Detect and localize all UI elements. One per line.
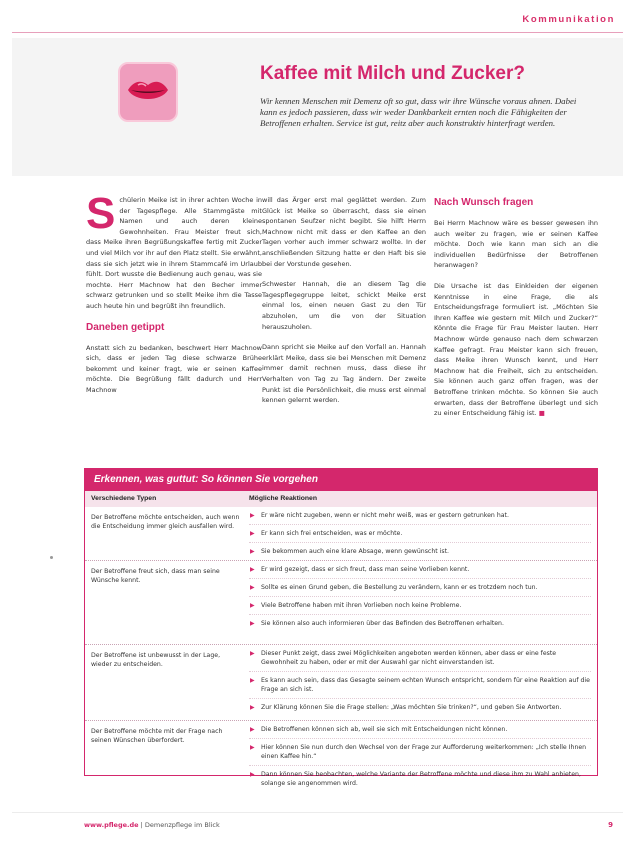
- reaction-item: ▶ Dann können Sie beobachten, welche Variante der Betroffene möchte und diese ihm zu Wahl anbieten, solange sie angenommen wird.: [249, 766, 591, 792]
- lips-icon: [118, 62, 178, 122]
- headline: Kaffee mit Milch und Zucker?: [260, 63, 525, 84]
- reactions-cell: [249, 561, 591, 632]
- table-row: [85, 721, 597, 787]
- table-row: [85, 645, 597, 721]
- article-column-2: [262, 195, 426, 416]
- type-cell: Der Betroffene freut sich, dass man seine Wünsche kennt.: [91, 568, 220, 584]
- type-cell: Der Betroffene möchte entscheiden, auch wenn die Entscheidung immer gleich ausfallen wird.: [91, 514, 240, 530]
- reaction-item: ▶ Sie können also auch informieren über das Befinden des Betroffenen erhalten.: [249, 615, 591, 632]
- column-header-reactions: Mögliche Reaktionen: [249, 495, 317, 502]
- reaction-item: ▶ Sie bekommen auch eine klare Absage, wenn gewünscht ist.: [249, 543, 591, 560]
- reaction-item: ▶ Er wäre nicht zugeben, wenn er nicht mehr weiß, was er gestern getrunken hat.: [249, 507, 591, 525]
- type-cell: Der Betroffene ist unbewusst in der Lage, wieder zu entscheiden.: [91, 652, 221, 668]
- reactions-cell: [249, 721, 591, 792]
- intro-text: Wir kennen Menschen mit Demenz oft so gut, dass wir ihre Wünsche voraus ahnen. Dabei kann es jedoch passieren, dass wir weder Dankbarkeit ernten noch die Fähigkeiten der Betroffenen erhalten. Service ist gut, reitz aber auch konstruktiv hinterfragt werden.: [260, 96, 577, 129]
- footer-divider: [12, 812, 623, 813]
- info-box-header: [85, 491, 597, 507]
- section-tag: Kommunikation: [522, 14, 615, 25]
- table-row: [85, 507, 597, 561]
- footer-text: | Demenzpflege im Blick: [140, 821, 220, 829]
- reaction-item: ▶ Er wird gezeigt, dass er sich freut, dass man seine Vorlieben kennt.: [249, 561, 591, 579]
- reaction-item: ▶ Dieser Punkt zeigt, dass zwei Möglichkeiten angeboten werden können, aber dass er eine feste Gewohnheit zu haben, oder er mit der Auswahl gar nicht einverstanden ist.: [249, 645, 591, 672]
- footer-url[interactable]: www.pflege.de: [84, 821, 139, 829]
- reaction-item: ▶ Viele Betroffene haben mit ihren Vorlieben noch keine Probleme.: [249, 597, 591, 615]
- reactions-cell: [249, 507, 591, 560]
- info-box-title: Erkennen, was guttut: So können Sie vorgehen: [85, 469, 597, 491]
- article-column-3: [434, 195, 598, 429]
- paragraph: Dann spricht sie Meike auf den Vorfall an. Hannah erklärt Meike, dass sie bei Menschen mit Demenz immer damit rechnen muss, dass diese ihr Verhalten von Tag zu Tag ändern. Der zweite Punkt ist die Persönlichkeit, die muss erst einmal kennen gelernt werden.: [262, 343, 426, 405]
- reaction-item: ▶ Sollte es einen Grund geben, die Bestellung zu verändern, kann er es trotzdem noch tun.: [249, 579, 591, 597]
- info-box: [84, 468, 598, 787]
- article-column-1: [86, 189, 262, 406]
- drop-cap: S: [86, 189, 116, 238]
- footer: [84, 821, 220, 829]
- paragraph: Schwester Hannah, die an diesem Tag die Tagespflegegruppe leitet, schickt Meike erst einmal los, einen neuen Gast zu den Tür abzuholen, um die von der Situation herauszuholen.: [262, 280, 426, 331]
- reactions-cell: [249, 645, 591, 716]
- paragraph: chülerin Meike ist in ihrer achten Woche in der Tagespflege. Alle Stammgäste mit Namen und auch deren kleine Gewohnheiten. Frau Meister freut sich, dass Meike ihren Begrüßungskaffee fertig mit Zucker und viel Milch vor ihr auf den Platz stellt. Sie erwähnt, dass sie sich jetzt wie in ihrem Stammcafé im Urlaub fühlt. Dort wusste die Bedienung auch genau, was sie mochte. Herr Machnow hat den Becher immer schwarz getrunken und so stellt Meike ihm die Tasse auch heute hin und begrüßt ihn freundlich.: [86, 196, 262, 310]
- paragraph: will das Ärger erst mal geglättet werden. Zum Glück ist Meike so überrascht, dass sie einen spontanen Seufzer nicht begibt. Sie hilft Herrn Machnow nicht mit dass er den Kaffee an den Tagen vorher auch immer schwarz wollte. In der anschließenden Sitzung hatte er den Haft bis sie bei der Vorstunde gesehen.: [262, 196, 426, 268]
- reaction-item: ▶ Es kann auch sein, dass das Gesagte seinem echten Wunsch entspricht, sondern für eine Reaktion auf die Frage an sich ist.: [249, 672, 591, 699]
- bullet-dot: [50, 556, 53, 559]
- top-divider: [12, 32, 623, 33]
- type-cell: Der Betroffene möchte mit der Frage nach seinen Wünschen überfordert.: [91, 728, 223, 744]
- paragraph: Bei Herrn Machnow wäre es besser gewesen ihn auch weiter zu fragen, wie er seinen Kaffee möchte. Doch wie kann man sich an die individuellen Bedürfnisse der Betroffenen heranwagen?: [434, 219, 598, 270]
- reaction-item: ▶ Zur Klärung können Sie die Frage stellen: „Was möchten Sie trinken?“, und geben Sie Antworten.: [249, 699, 591, 716]
- page-number: 9: [608, 821, 613, 829]
- end-mark: ■: [538, 409, 545, 418]
- reaction-item: ▶ Er kann sich frei entscheiden, was er möchte.: [249, 525, 591, 543]
- table-row: [85, 561, 597, 645]
- column-header-types: Verschiedene Typen: [91, 495, 157, 502]
- subhead: Nach Wunsch fragen: [434, 197, 534, 208]
- reaction-item: ▶ Die Betroffenen können sich ab, weil sie sich mit Entscheidungen nicht können.: [249, 721, 591, 739]
- reaction-item: ▶ Hier können Sie nun durch den Wechsel von der Frage zur Aufforderung weiterkommen: „Ich stelle Ihnen einen Kaffee hin.“: [249, 739, 591, 766]
- subhead: Daneben getippt: [86, 321, 165, 333]
- paragraph: Anstatt sich zu bedanken, beschwert Herr Machnow sich, dass er jeden Tag diese schwarze Brühe bekommt und keiner fragt, wie er seinen Kaffee möchte. Die Begrüßung fällt dadurch und Herr Machnow: [86, 343, 262, 394]
- paragraph: Die Ursache ist das Einkleiden der eigenen Kenntnisse in eine Frage, die als Entscheidungsfrage formuliert ist. „Möchten Sie Ihren Kaffee wie gestern mit Milch und Zucker?“ Könnte die Frage für Frau Meister lauten. Herr Machnow würde genauso nach dem schwarzen Kaffee gefragt. Frau Meister kann sich freuen, dass Meike ihren Wunsch kennt, und Herr Machnow hat die Freiheit, sich zu entscheiden. Sie können auch ganz offen fragen, was der Betroffene trinken möchte. So können Sie auch erwarten, dass der Betroffene überlegt und sich zu einer Entscheidung fähig ist.: [434, 281, 598, 418]
